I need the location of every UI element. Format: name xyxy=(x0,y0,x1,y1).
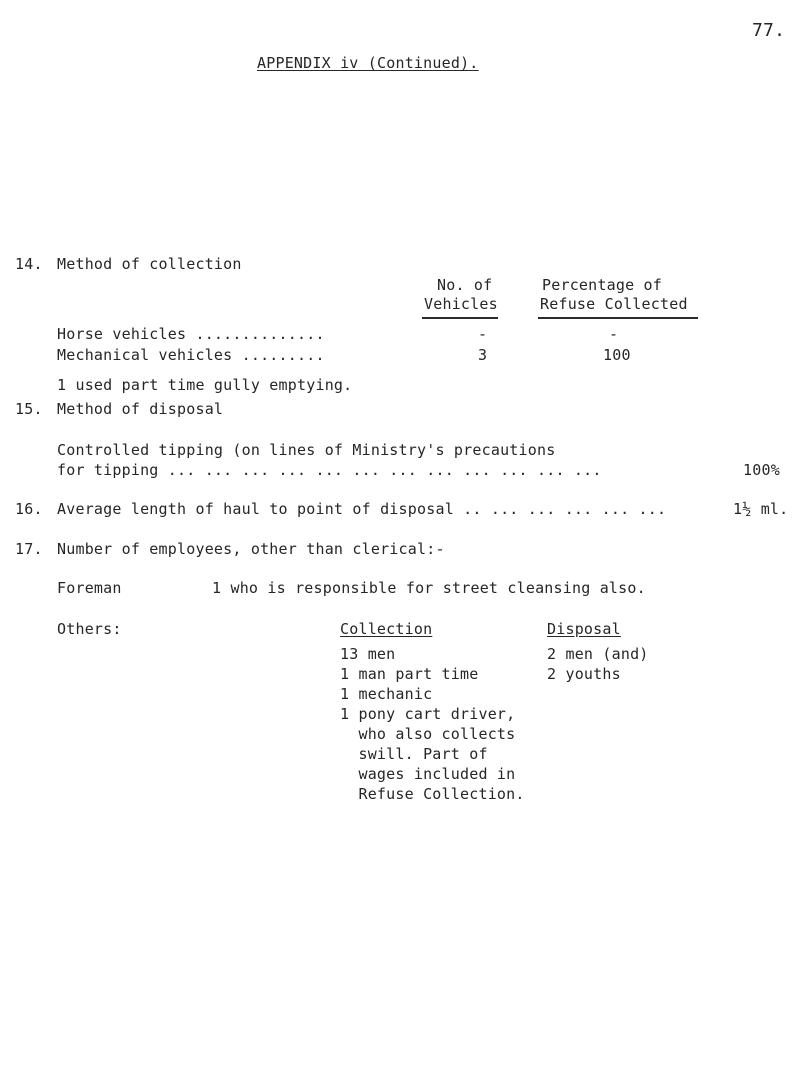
appendix-title: APPENDIX iv (Continued). xyxy=(257,54,479,72)
foreman-label: Foreman xyxy=(57,579,122,597)
vehicles-column-header-line-2: Vehicles xyxy=(424,295,498,313)
disposal-heading: Disposal xyxy=(547,620,621,638)
item-17-number: 17. xyxy=(15,540,43,558)
horse-vehicles-percentage: - xyxy=(609,325,619,343)
disposal-method-value: 100% xyxy=(743,461,780,479)
item-15-heading: Method of disposal xyxy=(57,400,224,418)
collection-line: 1 man part time xyxy=(340,665,479,683)
horse-vehicles-count: - xyxy=(478,325,488,343)
disposal-line: 2 youths xyxy=(547,665,621,683)
collection-line: 1 pony cart driver, xyxy=(340,705,516,723)
mechanical-vehicles-label: Mechanical vehicles ......... xyxy=(57,346,325,364)
haul-length-value: 1½ ml. xyxy=(733,500,789,518)
haul-length-text: Average length of haul to point of disposal .. ... ... ... ... ... xyxy=(57,500,667,518)
collection-line: who also collects xyxy=(340,725,516,743)
others-label: Others: xyxy=(57,620,122,638)
employees-heading: Number of employees, other than clerical:- xyxy=(57,540,445,558)
mechanical-vehicles-percentage: 100 xyxy=(603,346,631,364)
item-14-heading: Method of collection xyxy=(57,255,242,273)
mechanical-vehicles-count: 3 xyxy=(478,346,488,364)
disposal-method-line-2: for tipping ... ... ... ... ... ... ... ... ... ... ... ... xyxy=(57,461,602,479)
disposal-line: 2 men (and) xyxy=(547,645,649,663)
item-16-number: 16. xyxy=(15,500,43,518)
vehicles-column-rule xyxy=(422,317,498,319)
collection-line: swill. Part of xyxy=(340,745,488,763)
collection-line: Refuse Collection. xyxy=(340,785,525,803)
collection-line: 13 men xyxy=(340,645,396,663)
foreman-text: 1 who is responsible for street cleansing also. xyxy=(212,579,646,597)
page-number: 77. xyxy=(752,20,786,41)
collection-line: 1 mechanic xyxy=(340,685,433,703)
percentage-column-header-line-2: Refuse Collected xyxy=(540,295,688,313)
collection-heading: Collection xyxy=(340,620,433,638)
item-14-number: 14. xyxy=(15,255,43,273)
gully-emptying-note: 1 used part time gully emptying. xyxy=(57,376,353,394)
vehicles-column-header-line-1: No. of xyxy=(437,276,493,294)
disposal-method-line-1: Controlled tipping (on lines of Ministry's precautions xyxy=(57,441,556,459)
horse-vehicles-label: Horse vehicles .............. xyxy=(57,325,325,343)
percentage-column-rule xyxy=(538,317,698,319)
item-15-number: 15. xyxy=(15,400,43,418)
collection-line: wages included in xyxy=(340,765,516,783)
percentage-column-header-line-1: Percentage of xyxy=(542,276,662,294)
